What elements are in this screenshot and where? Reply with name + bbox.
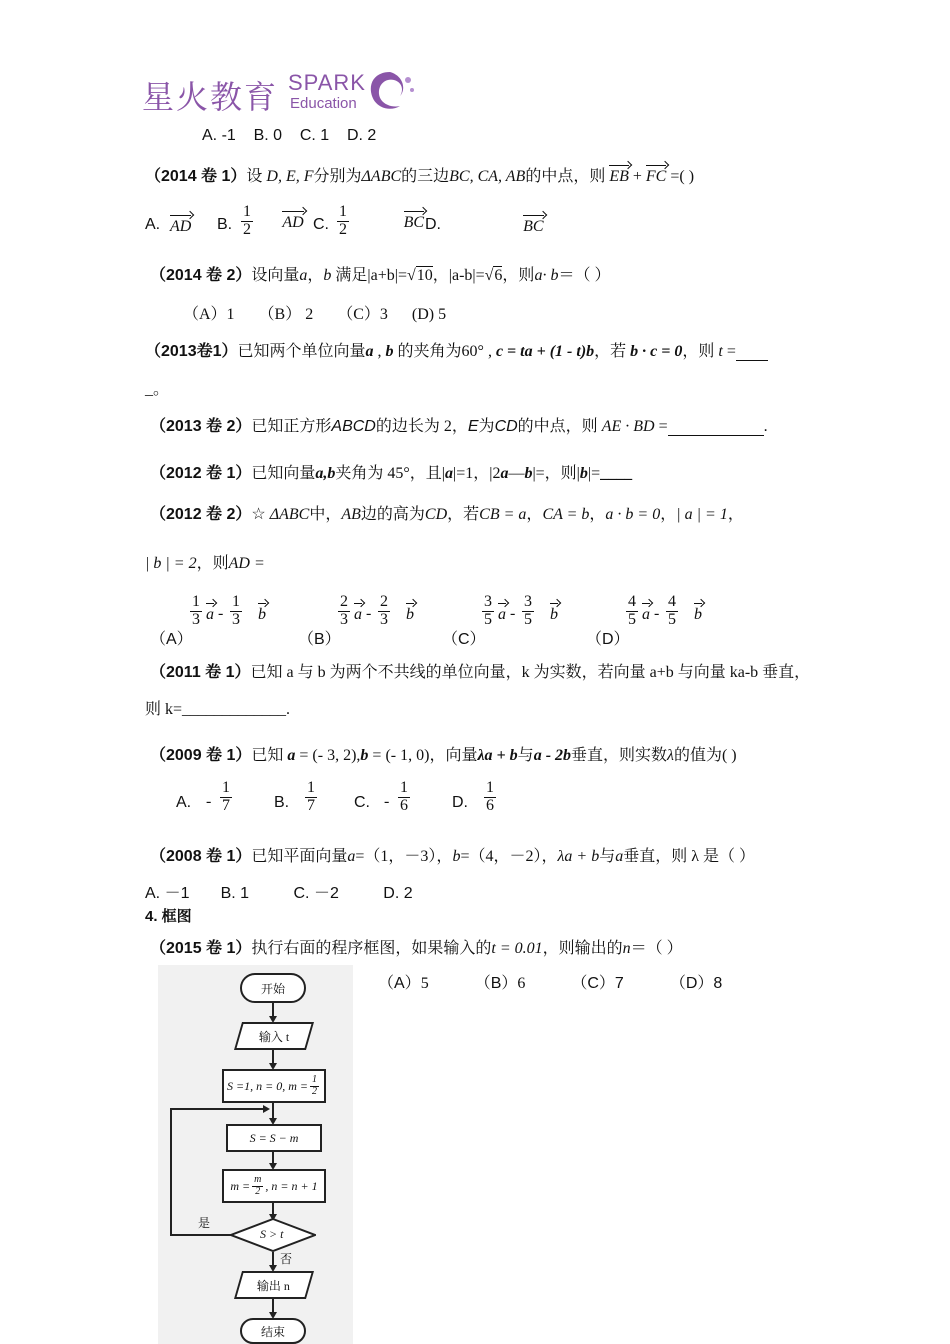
flow-init: S =1, n = 0, m = $\frac{1}{2}$ [222, 1069, 326, 1103]
q2014-1-stem: （2014 卷 1）设 D, E, F分别为ΔABC的三边BC, CA, AB的中点，则 EB + FC =( ) [145, 168, 695, 185]
vector-eb: EB [609, 168, 629, 185]
flow-yes-label: 是 [198, 1216, 211, 1230]
q2014-2-stem: （2014 卷 2）设向量a，b 满足|a+b|=√10，|a-b|=√6，则a· b＝（ ） [150, 267, 611, 284]
flow-input: 输入 t [234, 1022, 314, 1050]
option-a: （A） $\frac{1}{3}$ a - $\frac{1}{3}$ b [150, 593, 266, 648]
logo-swirl-icon [364, 68, 416, 114]
q2008-1-options: A. －1 B. 1 C. －2 D. 2 [145, 885, 413, 902]
q2009-1-options: A. - $\frac{1}{7}$ B. $\frac{1}{7}$ C. - $\frac{1}{6}$ D. $\frac{1}{6}$ [176, 779, 494, 814]
question-tag: （2012 卷 2） [150, 506, 252, 523]
q2014-2-options: （A）1 （B） 2 （C）3 (D) 5 [183, 306, 447, 323]
logo-chinese: 星火教育 [142, 78, 279, 116]
question-tag: （2013 卷 2） [150, 418, 252, 435]
flow-step-subtract: S = S − m [226, 1124, 322, 1152]
question-tag: （2014 卷 1） [145, 168, 247, 185]
q2013-1-stem: （2013卷1）已知两个单位向量a , b 的夹角为60° , c = ta + (1 - t)b，若 b · c = 0，则 t = [145, 338, 768, 361]
flow-step-update: m = $\frac{m}{2}$ , n = n + 1 [222, 1169, 326, 1203]
flow-output: 输出 n [234, 1271, 314, 1299]
vector-fc: FC [645, 168, 667, 185]
question-tag: （2012 卷 1） [150, 465, 252, 482]
option-b: （B） $\frac{2}{3}$ a - $\frac{2}{3}$ b [298, 593, 414, 648]
q2012-2-stem: （2012 卷 2）☆ ΔABC中，AB边的高为CD，若CB = a，CA = b，a · b = 0，| a | = 1， [150, 506, 744, 523]
star-icon: ☆ [251, 506, 266, 523]
q2015-1-options: （A）5 （B）6 （C）7 （D）8 [378, 975, 723, 992]
prev-question-options: A. -1 B. 0 C. 1 D. 2 [202, 127, 377, 144]
q2013-2-stem: （2013 卷 2）已知正方形ABCD的边长为 2，E为CD的中点，则 AE · BD = . [150, 418, 768, 435]
logo-education: Education [290, 95, 357, 112]
q2008-1-stem: （2008 卷 1）已知平面向量a=（1，－3），b=（4，－2），λa + b与a垂直，则 λ 是（ ） [150, 848, 755, 865]
q2012-1-stem: （2012 卷 1）已知向量a,b夹角为 45°，且|a|=1，|2a—b|=，则|b|=____ [150, 465, 633, 482]
question-tag: （2015 卷 1） [150, 940, 252, 957]
q2009-1-stem: （2009 卷 1）已知 a = (- 3, 2),b = (- 1, 0)，向量λa + b与a - 2b垂直，则实数λ的值为( ) [150, 747, 737, 764]
logo-spark: SPARK [288, 70, 366, 95]
q2011-1-stem: （2011 卷 1）已知 a 与 b 为两个不共线的单位向量，k 为实数，若向量 a+b 与向量 ka-b 垂直， [150, 664, 811, 681]
q2012-2-stem-line2: | b | = 2，则AD = [145, 555, 265, 572]
q2011-1-line2: 则 k=_____________. [145, 701, 291, 718]
question-tag: （2009 卷 1） [150, 747, 252, 764]
option-d: （D） $\frac{4}{5}$ a - $\frac{4}{5}$ b [586, 593, 702, 648]
question-tag: （2014 卷 2） [150, 267, 252, 284]
flow-no-label: 否 [280, 1252, 293, 1266]
q2015-1-stem: （2015 卷 1）执行右面的程序框图，如果输入的t = 0.01，则输出的n＝（ ） [150, 940, 683, 957]
question-tag: （2008 卷 1） [150, 848, 252, 865]
flow-end: 结束 [240, 1318, 306, 1344]
q2012-2-options [150, 590, 750, 646]
flow-condition-label: S > t [260, 1227, 284, 1241]
option-c: （C） $\frac{3}{5}$ a - $\frac{3}{5}$ b [442, 593, 558, 648]
q2014-1-options: A. AD B. $\frac{1}{2}$ AD C. $\frac{1}{2}$ BC D. BC [145, 203, 544, 238]
question-tag: （2013卷1） [145, 343, 238, 360]
section-heading: 4. 框图 [145, 908, 192, 925]
q2013-1-cont: _。 [145, 381, 170, 398]
question-tag: （2011 卷 1） [150, 664, 251, 681]
flow-start: 开始 [240, 973, 306, 1003]
